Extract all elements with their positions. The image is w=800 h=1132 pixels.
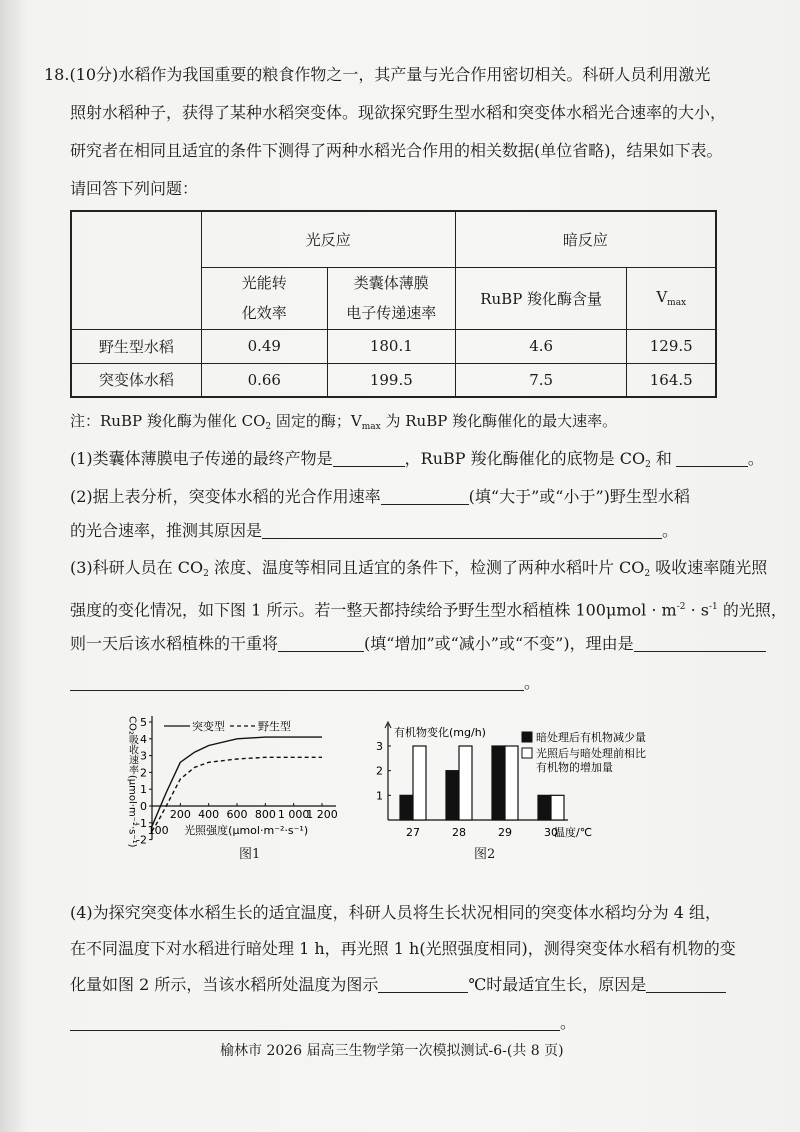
question-points: (10分) [69,65,119,84]
bar-dark-30 [538,795,551,820]
x-tick-label: 1 200 [306,808,338,821]
data-table [70,210,717,398]
y-tick-label: -2 [136,833,147,847]
row-label: 突变体水稻 [71,363,201,397]
x-tick-label: 100 [147,824,169,837]
bar-light-29 [505,746,518,820]
y-axis-label: 有机物变化(mg/h) [394,726,486,739]
y-tick-label: 3 [140,749,147,763]
page-footer: 榆林市 2026 届高三生物学第一次模拟测试-6-(共 8 页) [220,1043,564,1059]
subquestion-2-line-2: 的光合速率，推测其原因是 。 [70,521,679,540]
answer-blank[interactable] [646,976,726,993]
x-tick-label: 800 [254,808,276,821]
answer-blank[interactable] [676,450,748,467]
table-corner-cell [71,211,201,329]
x-tick-label: 600 [226,808,248,821]
bar-dark-28 [446,771,459,820]
bar-light-30 [551,795,564,820]
answer-blank[interactable] [70,1014,560,1031]
y-tick-label: 3 [376,740,383,753]
subquestion-4-line-2: 在不同温度下对水稻进行暗处理 1 h，再光照 1 h(光照强度相同)，测得突变体水稻有机物的变 [70,939,736,958]
x-tick-label: 1 000 [277,808,310,821]
cell: 4.6 [455,329,627,363]
x-tick-label: 30 [544,826,558,839]
subquestion-1: (1)类囊体薄膜电子传递的最终产物是 ，RuBP 羧化酶催化的底物是 $CO_2$ 和 。 [70,449,764,470]
bar-dark-29 [492,746,505,820]
table-note: 注：RuBP 羧化酶为催化 $CO_2$ 固定的酶；$V_{max}$ 为 RuBP 羧化酶催化的最大速率。 [70,412,618,432]
x-axis-label: 光照强度(μmol·m⁻²·s⁻¹) [184,824,309,837]
question-number: 18. [44,65,70,84]
legend-label-light-1: 光照后与暗处理前相比 [536,747,646,760]
legend-label-mutant: 突变型 [192,720,225,733]
cell: 180.1 [327,329,455,363]
cell: 199.5 [327,363,455,397]
x-tick-label: 200 [169,808,191,821]
bar-light-27 [413,746,426,820]
table-row [71,329,716,363]
subquestion-3-line-4: 。 [70,672,540,694]
figure-1-caption: 图1 [239,847,261,862]
subquestion-3-line-2: 强度的变化情况，如下图 1 所示。若一整天都持续给予野生型水稻植株 $100\mu mol \cdot m^{-2} \cdot s^{-1}$ 的光照， [70,600,787,620]
legend-label-dark: 暗处理后有机物减少量 [536,731,646,744]
question-line-3: 研究者在相同且适宜的条件下测得了两种水稻光合作用的相关数据(单位省略)，结果如下表。 [70,141,723,160]
subquestion-4-line-3: 化量如图 2 所示，当该水稻所处温度为图示 ℃时最适宜生长，原因是 [70,974,726,996]
x-tick-label: 28 [452,826,466,839]
answer-blank[interactable] [70,674,524,691]
legend-swatch-light [522,748,532,758]
y-axis-label: CO₂吸收速率(μmol·m⁻²·s⁻¹) [126,716,138,848]
cell: 129.5 [627,329,716,363]
header-col-rubp: RuBP 羧化酶含量 [455,267,627,329]
x-axis-label: 温度/℃ [554,826,593,839]
table-row [71,363,716,397]
bar-dark-27 [400,795,413,820]
answer-blank[interactable] [634,635,766,652]
header-dark-reaction: 暗反应 [455,211,716,267]
x-tick-label: 27 [406,826,420,839]
cell: 0.66 [201,363,327,397]
question-line-4: 请回答下列问题： [70,179,199,198]
question-line-2: 照射水稻种子，获得了某种水稻突变体。现欲探究野生型水稻和突变体水稻光合速率的大小， [70,103,727,122]
legend-swatch-dark [522,732,532,742]
x-tick-label: 400 [198,808,220,821]
subquestion-2-line-1: (2)据上表分析，突变体水稻的光合作用速率 (填“大于”或“小于”)野生型水稻 [70,487,690,506]
y-tick-label: 1 [376,789,383,803]
legend-label-light-2: 有机物的增加量 [536,761,613,774]
cell: 0.49 [201,329,327,363]
header-light-reaction: 光反应 [201,211,455,267]
y-tick-label: 0 [140,800,147,813]
answer-blank[interactable] [381,488,469,505]
answer-blank[interactable] [262,522,662,539]
cell: 7.5 [455,363,627,397]
y-tick-label: 2 [376,764,383,778]
legend-label-wild-type: 野生型 [258,720,291,733]
bar-light-28 [459,746,472,820]
answer-blank[interactable] [278,635,364,652]
y-tick-label: 1 [140,783,147,797]
y-tick-label: 4 [140,732,147,746]
x-tick-label: 29 [498,826,512,839]
header-col-efficiency: 光能转 化效率 [201,267,327,329]
header-col-vmax: $V_{max}$ [627,267,716,329]
subquestion-3-line-3: 则一天后该水稻植株的干重将 (填“增加”或“减小”或“不变”)，理由是 [70,633,766,655]
subquestion-4-line-1: (4)为探究突变体水稻生长的适宜温度，科研人员将生长状况相同的突变体水稻均分为 4 组， [70,903,722,922]
y-tick-label: 5 [140,716,147,729]
header-col-electron: 类囊体薄膜 电子传递速率 [327,267,455,329]
row-label: 野生型水稻 [71,329,201,363]
y-tick-label: -1 [136,816,147,830]
y-tick-label: 2 [140,766,147,780]
answer-blank[interactable] [333,450,405,467]
cell: 164.5 [627,363,716,397]
question-line-1: 18.(10分)水稻作为我国重要的粮食作物之一，其产量与光合作用密切相关。科研人员利用激光 [44,65,711,84]
subquestion-4-line-4: 。 [70,1012,576,1034]
subquestion-3-line-1: (3)科研人员在 $CO_2$ 浓度、温度等相同且适宜的条件下，检测了两种水稻叶片 $CO_2$ 吸收速率随光照 [70,558,768,579]
answer-blank[interactable] [378,976,468,993]
figure-2-caption: 图2 [474,847,496,862]
figure-2-bar-chart [370,718,660,840]
